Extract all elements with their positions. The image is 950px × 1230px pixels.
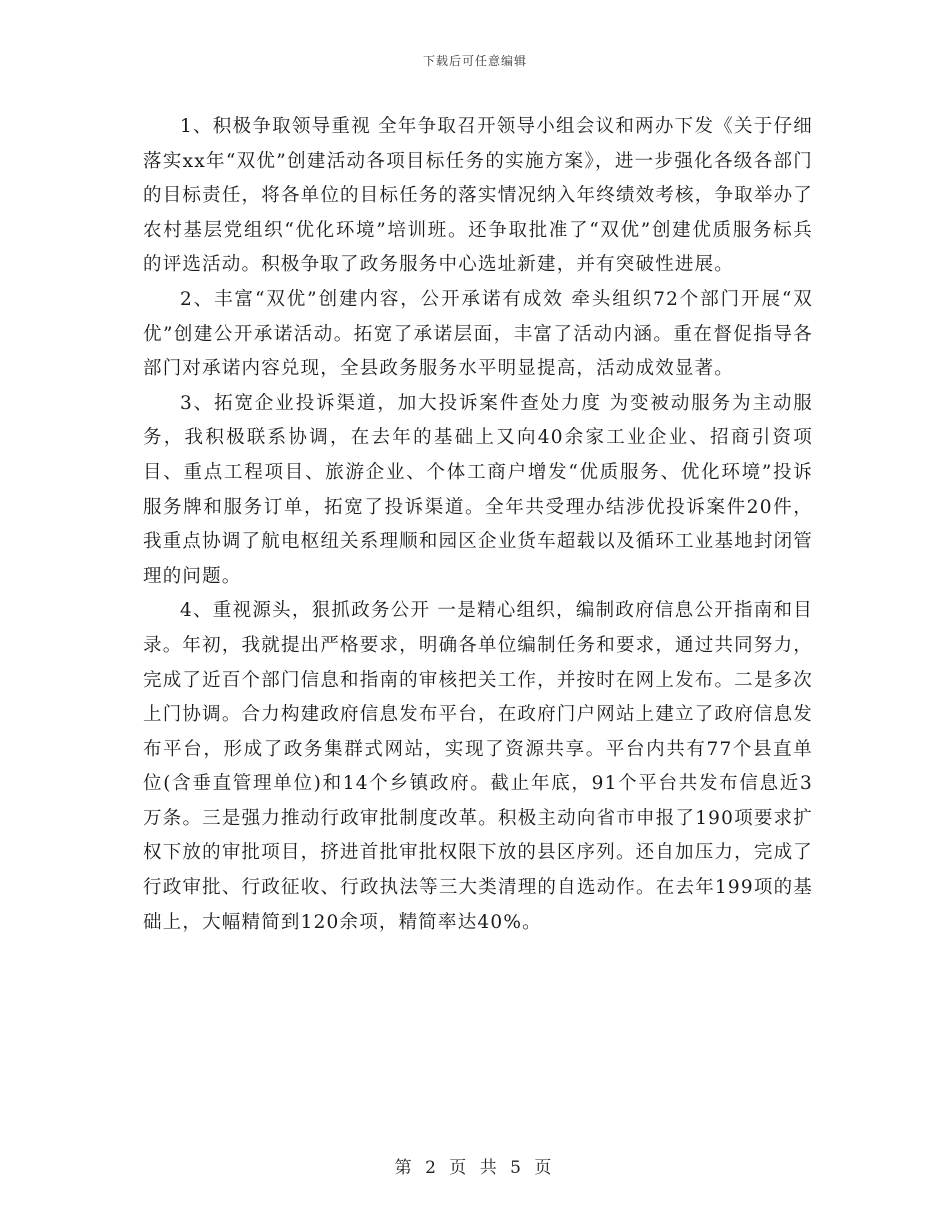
document-body xyxy=(143,110,813,940)
paragraph-2: 2、丰富“双优”创建内容，公开承诺有成效 牵头组织72个部门开展“双优”创建公开承诺活动。拓宽了承诺层面，丰富了活动内涵。重在督促指导各部门对承诺内容兑现，全县政务服务水平明显提高，活动成效显著。 xyxy=(143,288,813,380)
page-number-footer: 第 2 页 共 5 页 xyxy=(394,1158,556,1178)
paragraph-3: 3、拓宽企业投诉渠道，加大投诉案件查处力度 为变被动服务为主动服务，我积极联系协调，在去年的基础上又向40余家工业企业、招商引资项目、重点工程项目、旅游企业、个体工商户增发“优质服务、优化环境”投诉服务牌和服务订单，拓宽了投诉渠道。全年共受理办结涉优投诉案件20件，我重点协调了航电枢纽关系理顺和园区企业货车超载以及循环工业基地封闭管理的问题。 xyxy=(143,392,813,587)
page-header: 下载后可任意编辑 xyxy=(422,54,527,68)
paragraph-1: 1、积极争取领导重视 全年争取召开领导小组会议和两办下发《关于仔细落实xx年“双优”创建活动各项目标任务的实施方案》，进一步强化各级各部门的目标责任，将各单位的目标任务的落实情况纳入年终绩效考核，争取举办了农村基层党组织“优化环境”培训班。还争取批准了“双优”创建优质服务标兵的评选活动。积极争取了政务服务中心选址新建，并有突破性进展。 xyxy=(143,116,813,276)
paragraph-4: 4、重视源头，狠抓政务公开 一是精心组织，编制政府信息公开指南和目录。年初，我就提出严格要求，明确各单位编制任务和要求，通过共同努力，完成了近百个部门信息和指南的审核把关工作，并按时在网上发布。二是多次上门协调。合力构建政府信息发布平台，在政府门户网站上建立了政府信息发布平台，形成了政务集群式网站，实现了资源共享。平台内共有77个县直单位(含垂直管理单位)和14个乡镇政府。截止年底，91个平台共发布信息近3万条。三是强力推动行政审批制度改革。积极主动向省市申报了190项要求扩权下放的审批项目，挤进首批审批权限下放的县区序列。还自加压力，完成了行政审批、行政征收、行政执法等三大类清理的自选动作。在去年199项的基础上，大幅精简到120余项，精简率达40%。 xyxy=(143,600,813,933)
